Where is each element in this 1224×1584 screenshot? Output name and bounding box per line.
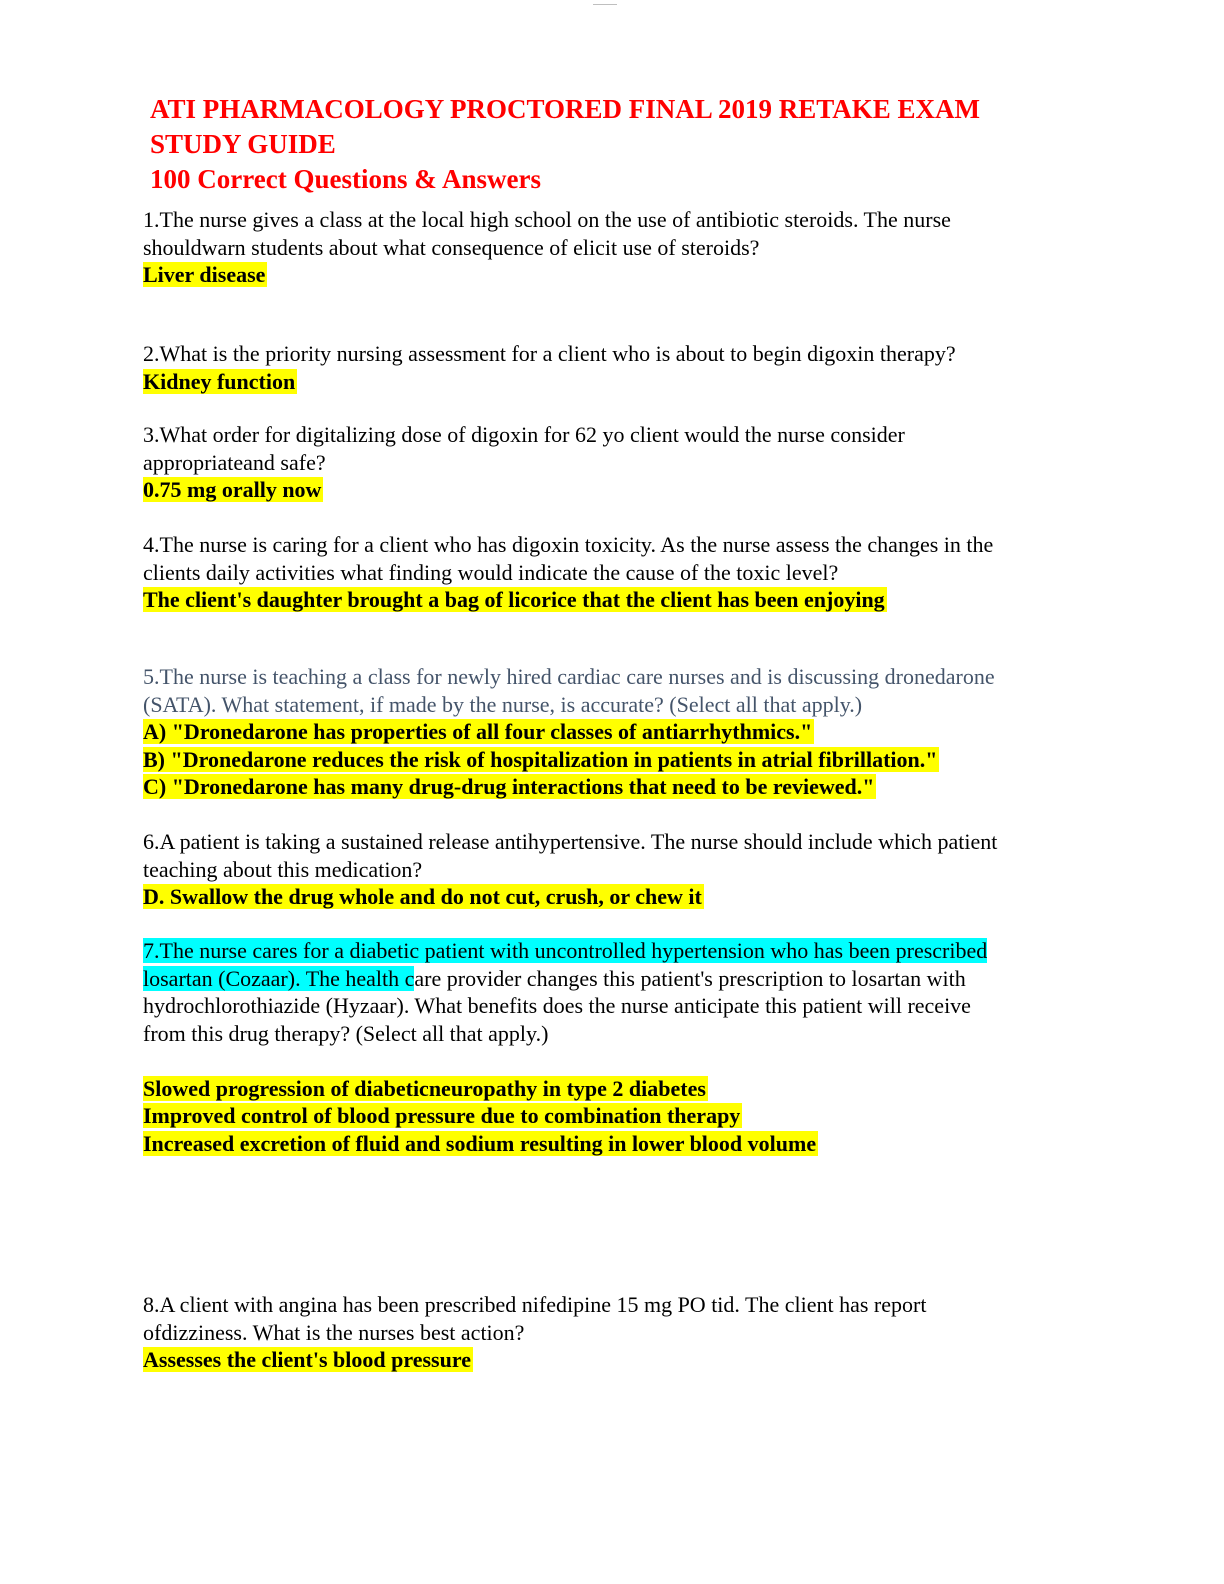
question-text-line: 1.The nurse gives a class at the local high school on the use of antibiotic steroids. The nurse [143, 207, 951, 232]
title-line-2: STUDY GUIDE [150, 129, 336, 159]
question-1 [143, 206, 1083, 289]
question-text-highlighted: losartan (Cozaar). The health c [143, 965, 415, 991]
answer: Improved control of blood pressure due to combination therapy [143, 1103, 741, 1128]
question-text-line: from this drug therapy? (Select all that apply.) [143, 1020, 549, 1046]
answer: Increased excretion of fluid and sodium resulting in lower blood volume [143, 1130, 817, 1156]
question-text-line: teaching about this medication? [143, 856, 423, 882]
answer: D. Swallow the drug whole and do not cut, crush, or chew it [143, 884, 702, 909]
question-text-line: 5.The nurse is teaching a class for newly hired cardiac care nurses and is discussing dronedarone [143, 664, 995, 689]
question-7 [143, 937, 1083, 1157]
question-text-line: (SATA). What statement, if made by the nurse, is accurate? (Select all that apply.) [143, 691, 863, 717]
question-text-line: 2.What is the priority nursing assessment for a client who is about to begin digoxin therapy? [143, 341, 956, 366]
question-text-line: shouldwarn students about what consequence of elicit use of steroids? [143, 234, 760, 260]
answer-option-b: B) "Dronedarone reduces the risk of hospitalization in patients in atrial fibrillation." [143, 746, 938, 772]
question-text-line-highlighted: 7.The nurse cares for a diabetic patient with uncontrolled hypertension who has been prescribed [143, 938, 988, 963]
answer: Slowed progression of diabeticneuropathy in type 2 diabetes [143, 1075, 706, 1101]
document-header [150, 92, 1110, 197]
question-text-line: 6.A patient is taking a sustained release antihypertensive. The nurse should include which patient [143, 829, 998, 854]
question-text-line: appropriateand safe? [143, 449, 326, 475]
question-text-line: 8.A client with angina has been prescribed nifedipine 15 mg PO tid. The client has report [143, 1292, 927, 1317]
title-line-1: ATI PHARMACOLOGY PROCTORED FINAL 2019 RETAKE EXAM [150, 94, 981, 124]
question-text-line: ofdizziness. What is the nurses best action? [143, 1319, 525, 1345]
question-2 [143, 340, 1083, 395]
question-text-line: 4.The nurse is caring for a client who has digoxin toxicity. As the nurse assess the changes in the [143, 532, 994, 557]
answer: Liver disease [143, 262, 266, 287]
question-3 [143, 421, 1083, 504]
answer: Kidney function [143, 368, 296, 394]
question-text-line: clients daily activities what finding would indicate the cause of the toxic level? [143, 559, 839, 585]
answer-option-c: C) "Dronedarone has many drug-drug interactions that need to be reviewed." [143, 774, 875, 799]
answer-option-a: A) "Dronedarone has properties of all four classes of antiarrhythmics." [143, 719, 813, 744]
question-text: are provider changes this patient's prescription to losartan with [414, 965, 966, 991]
question-4 [143, 531, 1083, 614]
answer: Assesses the client's blood pressure [143, 1347, 471, 1372]
question-8 [143, 1291, 1083, 1374]
answer: 0.75 mg orally now [143, 477, 322, 502]
question-text-line: hydrochlorothiazide (Hyzaar). What benefits does the nurse anticipate this patient will receive [143, 993, 971, 1018]
question-text-line: 3.What order for digitalizing dose of digoxin for 62 yo client would the nurse consider [143, 422, 905, 447]
answer: The client's daughter brought a bag of licorice that the client has been enjoying [143, 587, 885, 612]
question-6 [143, 828, 1083, 911]
question-5 [143, 663, 1083, 801]
page-top-mark [593, 4, 617, 5]
subtitle: 100 Correct Questions & Answers [150, 164, 541, 194]
